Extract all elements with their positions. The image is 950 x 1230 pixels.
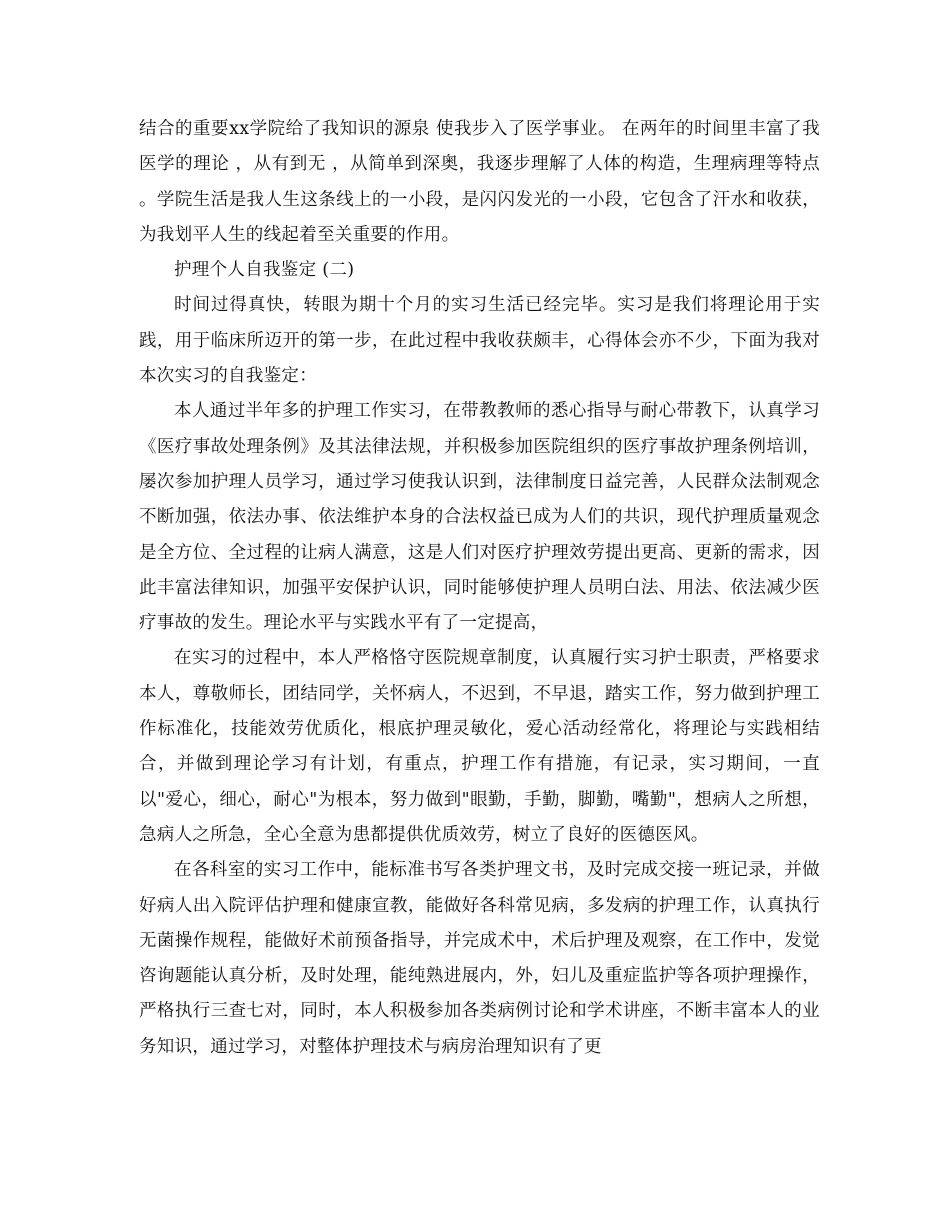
paragraph-conduct: 在实习的过程中，本人严格恪守医院规章制度，认真履行实习护士职责，严格要求本人，尊敬师长，团结同学，关怀病人，不迟到，不早退，踏实工作，努力做到护理工作标准化，技能效劳优质化，根底护理灵敏化，爱心活动经常化，将理论与实践相结合，并做到理论学习有计划，有重点，护理工作有措施，有记录，实习期间，一直以"爱心，细心，耐心"为根本，努力做到"眼勤，手勤，脚勤，嘴勤"，想病人之所想，急病人之所急，全心全意为患都提供优质效劳，树立了良好的医德医风。 — [139, 648, 820, 845]
paragraph-legal-study: 本人通过半年多的护理工作实习，在带教教师的悉心指导与耐心带教下，认真学习《医疗事故处理条例》及其法律法规，并积极参加医院组织的医疗事故护理条例培训，屡次参加护理人员学习，通过学习使我认识到，法律制度日益完善，人民群众法制观念不断加强，依法办事、依法维护本身的合法权益已成为人们的共识，现代护理质量观念是全方位、全过程的让病人满意，这是人们对医疗护理效劳提出更高、更新的需求，因此丰富法律知识，加强平安保护认识，同时能够使护理人员明白法、用法、依法减少医疗事故的发生。理论水平与实践水平有了一定提高， — [139, 401, 820, 634]
paragraph-department-work: 在各科室的实习工作中，能标准书写各类护理文书，及时完成交接一班记录，并做好病人出入院评估护理和健康宣教，能做好各科常见病，多发病的护理工作，认真执行无菌操作规程，能做好术前预备指导，并完成术中，术后护理及观察，在工作中，发觉咨询题能认真分析，及时处理，能纯熟进展内，外，妇儿及重症监护等各项护理操作，严格执行三查七对，同时，本人积极参加各类病例讨论和学术讲座，不断丰富本人的业务知识，通过学习，对整体护理技术与病房治理知识有了更 — [139, 860, 820, 1057]
paragraph-internship-overview: 时间过得真快，转眼为期十个月的实习生活已经完毕。实习是我们将理论用于实践，用于临床所迈开的第一步，在此过程中我收获颇丰，心得体会亦不少，下面为我对本次实习的自我鉴定： — [139, 295, 820, 387]
document-body — [139, 112, 820, 1065]
section-heading: 护理个人自我鉴定 (二) — [174, 260, 355, 281]
paragraph-intro-continuation: 结合的重要xx学院给了我知识的源泉 使我步入了医学事业。 在两年的时间里丰富了我医学的理论 ，从有到无 ，从简单到深奥，我逐步理解了人体的构造，生理病理等特点 。学院生活是我人生这条线上的一小段，是闪闪发光的一小段，它包含了汗水和收获，为我划平人生的线起着至关重要的作用。 — [139, 119, 820, 245]
